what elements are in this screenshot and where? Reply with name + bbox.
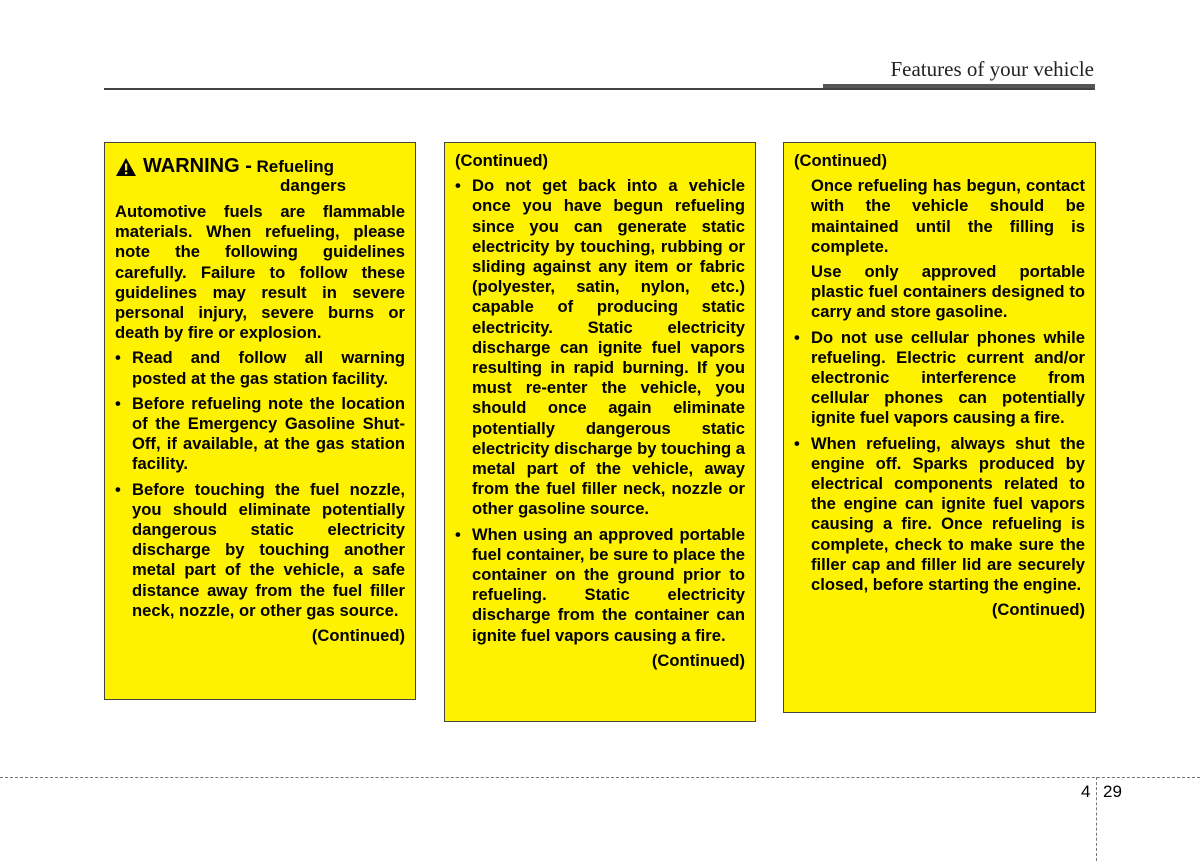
continued-label: (Continued) bbox=[991, 600, 1085, 620]
continued-top-label: (Continued) bbox=[794, 151, 888, 170]
warning-paragraph: Use only approved portable plastic fuel containers designed to carry and store gasoline. bbox=[811, 262, 1085, 322]
footer-dashed-rule bbox=[0, 777, 1200, 778]
bullet-item: • When refueling, always shut the engine off. Sparks produced by electrical components related to the engine can ignite fuel vapors causing a fire. Once refueling is complete, check to make sure the filler cap and filler lid are securely closed, before starting the engine. bbox=[794, 434, 1085, 596]
bullet-item: • Do not use cellular phones while refueling. Electric current and/or electronic interference from cellular phones can potentially ignite fuel vapors causing a fire. bbox=[794, 328, 1085, 429]
warning-box-2 bbox=[444, 142, 756, 722]
warning-topic-line2: dangers bbox=[280, 176, 347, 195]
warning-intro: Automotive fuels are flammable materials. When refueling, please note the following guidelines carefully. Failure to follow these guidelines may result in severe personal injury, severe burns or death by fire or explosion. bbox=[115, 202, 405, 343]
bullet-item: • Before touching the fuel nozzle, you should eliminate potentially dangerous static electricity discharge by touching another metal part of the vehicle, a safe distance away from the fuel filler neck, nozzle, or other gas source. bbox=[115, 480, 405, 621]
warning-heading bbox=[115, 155, 405, 178]
bullet-item: • Do not get back into a vehicle once you have begun refueling since you can generate static electricity by touching, rubbing or sliding against any item or fabric (polyester, satin, nylon, etc.) capable of producing static electricity. Static electricity discharge can ignite fuel vapors resulting in rapid burning. If you must re-enter the vehicle, you should once again eliminate potentially dangerous static electricity discharge by touching a metal part of the vehicle, away from the fuel filler neck, nozzle or other gasoline source. bbox=[455, 176, 745, 519]
continued-top-label: (Continued) bbox=[455, 151, 549, 170]
page-header-title: Features of your vehicle bbox=[890, 57, 1094, 81]
warning-box-1 bbox=[104, 142, 416, 700]
warning-bullet-list bbox=[455, 176, 745, 646]
page-number: 29 bbox=[1103, 782, 1122, 801]
bullet-item: • Before refueling note the location of the Emergency Gasoline Shut-Off, if available, at the gas station facility. bbox=[115, 394, 405, 475]
continued-label: (Continued) bbox=[311, 626, 405, 646]
bullet-item: • Read and follow all warning posted at the gas station facility. bbox=[115, 348, 405, 388]
warning-paragraph: Once refueling has begun, contact with the vehicle should be maintained until the filling is complete. bbox=[811, 176, 1085, 256]
warning-bullet-list bbox=[115, 348, 405, 621]
warning-bullet-list bbox=[794, 328, 1085, 596]
warning-box-3 bbox=[783, 142, 1096, 713]
footer-dashed-divider bbox=[1096, 777, 1097, 861]
header-rule bbox=[104, 88, 1094, 90]
warning-topic-line1: Refueling bbox=[256, 157, 334, 176]
bullet-item: • When using an approved portable fuel container, be sure to place the container on the ground prior to refueling. Static electricity discharge from the container can ignite fuel vapors causing a fire. bbox=[455, 525, 745, 646]
continued-label: (Continued) bbox=[651, 650, 745, 670]
section-number: 4 bbox=[1081, 782, 1091, 801]
warning-word: WARNING - bbox=[143, 155, 252, 177]
warning-triangle-icon bbox=[115, 157, 137, 177]
